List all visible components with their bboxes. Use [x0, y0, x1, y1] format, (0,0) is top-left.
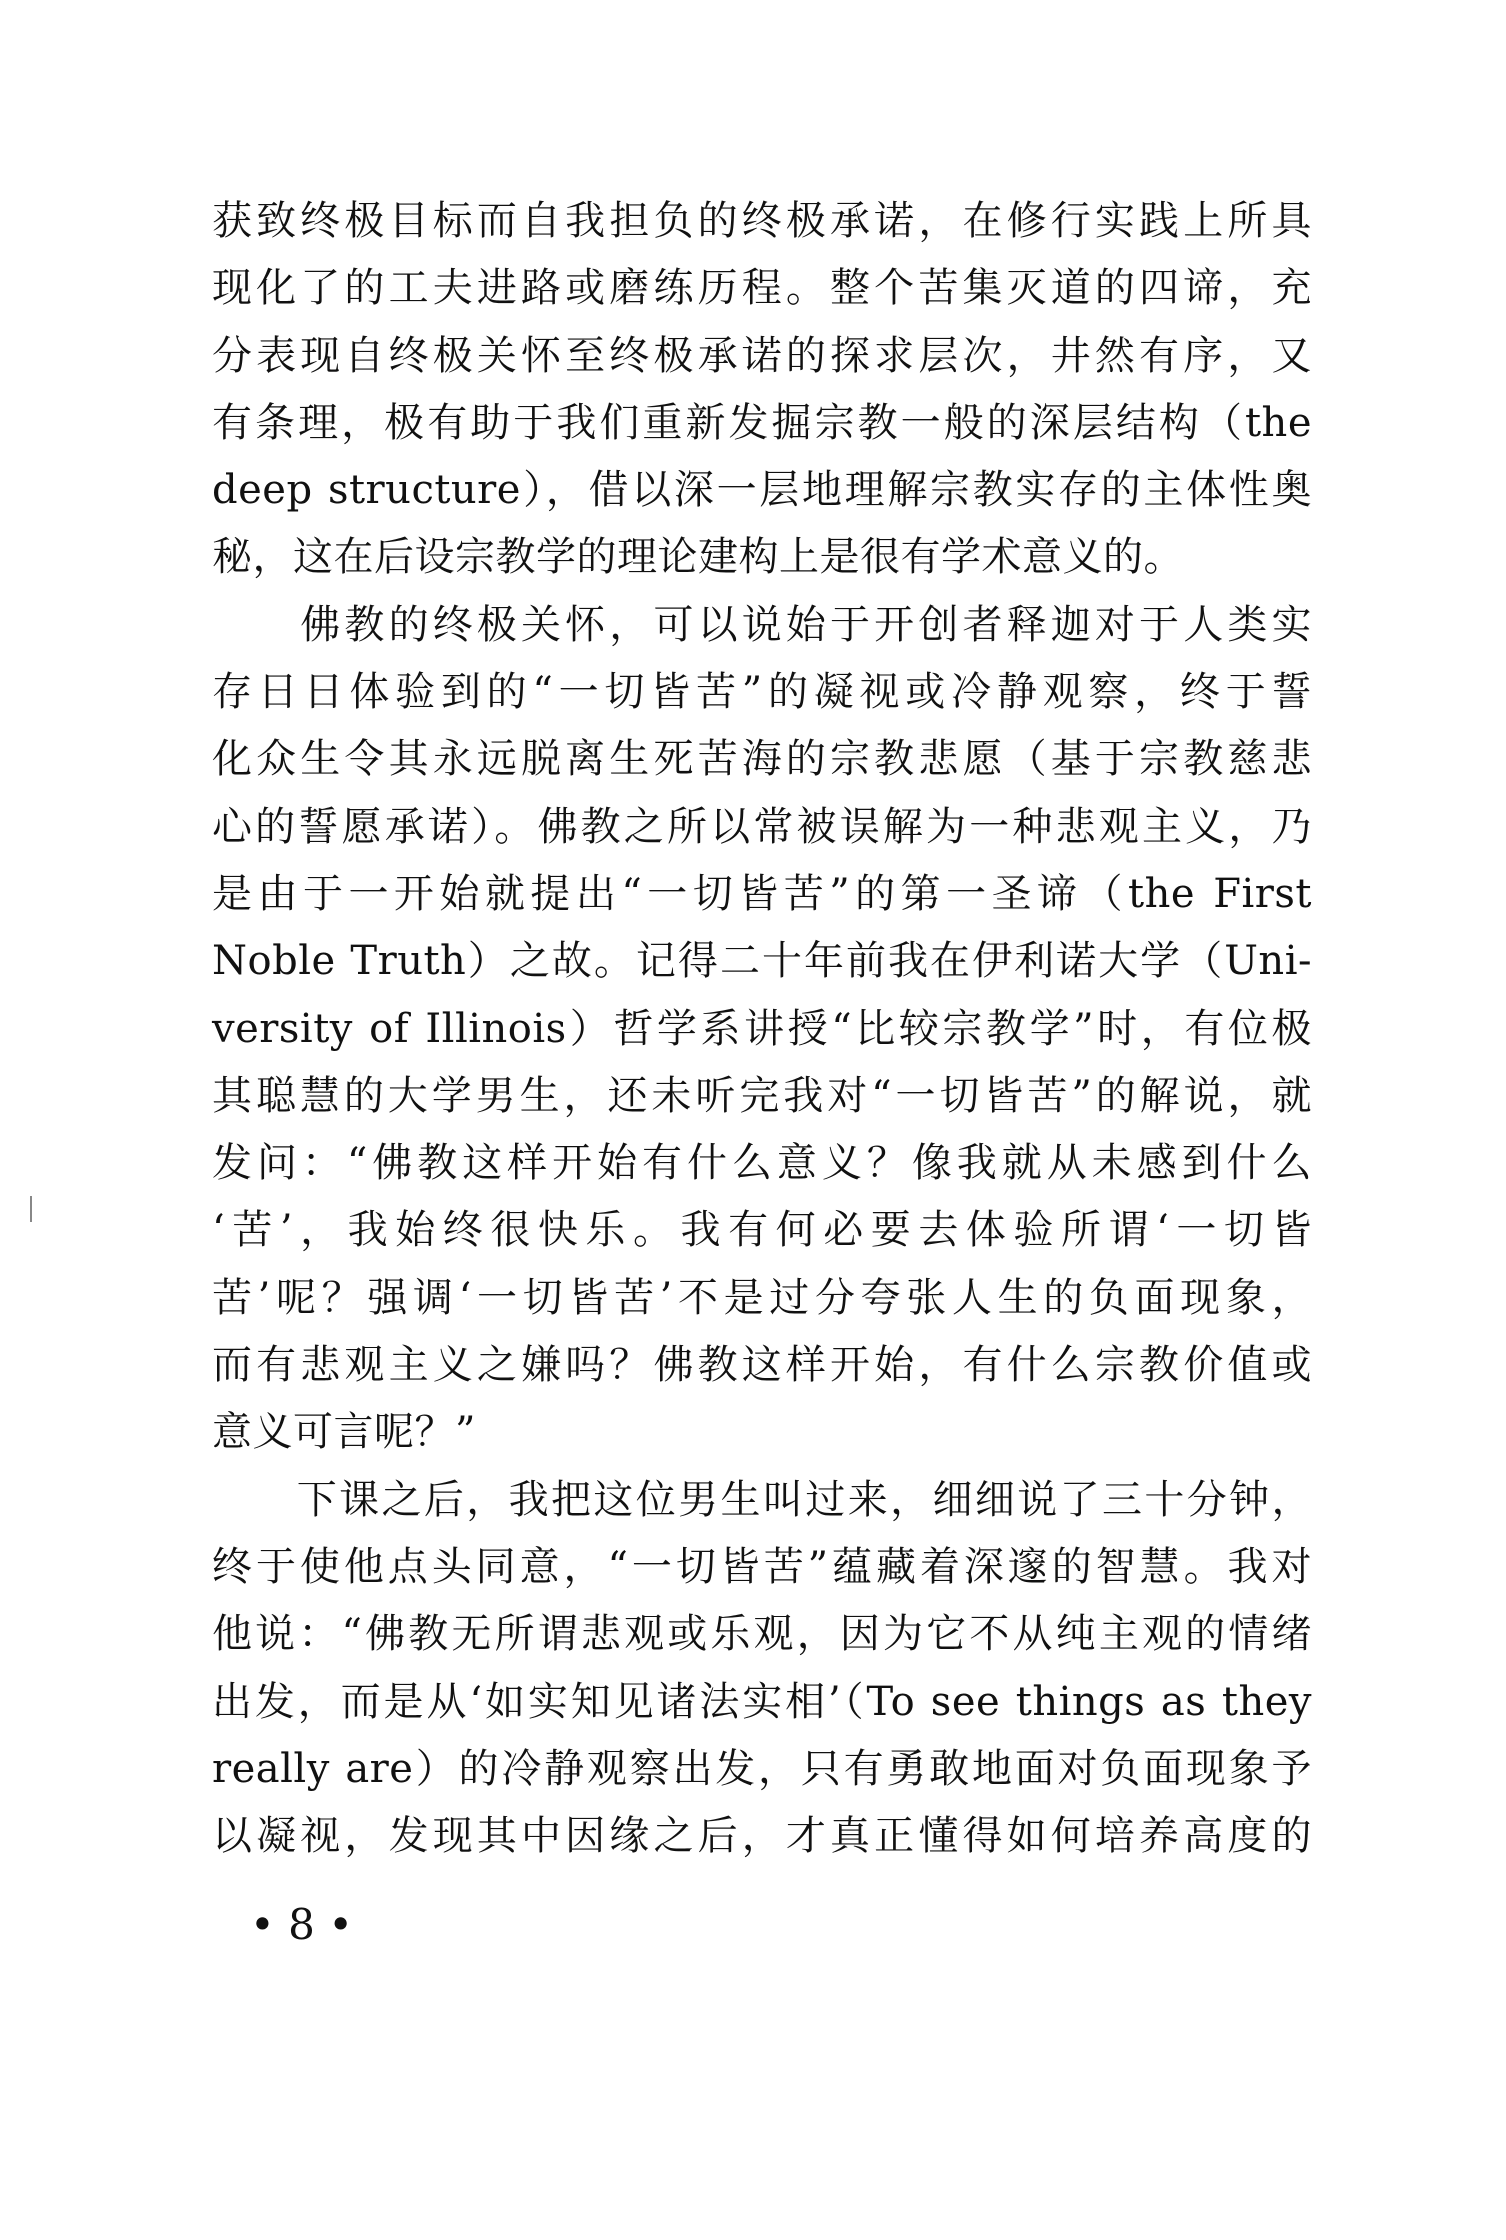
- text-line: 苦’呢？强调‘一切皆苦’不是过分夸张人生的负面现象，: [212, 1274, 1312, 1321]
- text-line: 有条理，极有助于我们重新发掘宗教一般的深层结构（the: [212, 399, 1312, 446]
- text-line: versity of Illinois）哲学系讲授“比较宗教学”时，有位极: [212, 1005, 1312, 1052]
- text-line: 而有悲观主义之嫌吗？佛教这样开始，有什么宗教价值或: [212, 1342, 1312, 1389]
- page-number: • 8 •: [250, 1900, 353, 1949]
- margin-mark: [30, 1196, 32, 1222]
- text-line: 终于使他点头同意，“一切皆苦”蕴藏着深邃的智慧。我对: [212, 1543, 1312, 1590]
- text-line: 心的誓愿承诺）。佛教之所以常被误解为一种悲观主义，乃: [212, 803, 1312, 850]
- text-line: 佛教的终极关怀，可以说始于开创者释迦对于人类实: [212, 601, 1312, 648]
- text-line: Noble Truth）之故。记得二十年前我在伊利诺大学（Uni-: [212, 938, 1312, 985]
- text-line: 分表现自终极关怀至终极承诺的探求层次，井然有序，又: [212, 332, 1312, 379]
- text-line: 获致终极目标而自我担负的终极承诺，在修行实践上所具: [212, 198, 1312, 244]
- text-line: 现化了的工夫进路或磨练历程。整个苦集灭道的四谛，充: [212, 265, 1312, 312]
- text-line: 存日日体验到的“一切皆苦”的凝视或冷静观察，终于誓: [212, 669, 1312, 716]
- text-line: 发问：“佛教这样开始有什么意义？像我就从未感到什么: [212, 1140, 1312, 1187]
- text-line: 秘，这在后设宗教学的理论建构上是很有学术意义的。: [212, 534, 1184, 581]
- text-line: 意义可言呢？”: [212, 1409, 476, 1456]
- text-line: 其聪慧的大学男生，还未听完我对“一切皆苦”的解说，就: [212, 1072, 1312, 1119]
- body-text: [212, 188, 1312, 1870]
- text-line: 以凝视，发现其中因缘之后，才真正懂得如何培养高度的: [212, 1813, 1312, 1860]
- text-line: deep structure），借以深一层地理解宗教实存的主体性奥: [212, 467, 1312, 514]
- text-line: 化众生令其永远脱离生死苦海的宗教悲愿（基于宗教慈悲: [212, 736, 1312, 783]
- text-line: ‘苦’，我始终很快乐。我有何必要去体验所谓‘一切皆: [212, 1207, 1312, 1254]
- text-line: 是由于一开始就提出“一切皆苦”的第一圣谛（the First: [212, 870, 1312, 917]
- text-line: 他说：“佛教无所谓悲观或乐观，因为它不从纯主观的情绪: [212, 1611, 1312, 1658]
- text-line: 出发，而是从‘如实知见诸法实相’（To see things as they: [212, 1678, 1312, 1725]
- text-line: 下课之后，我把这位男生叫过来，细细说了三十分钟，: [212, 1476, 1312, 1523]
- text-line: really are）的冷静观察出发，只有勇敢地面对负面现象予: [212, 1745, 1312, 1792]
